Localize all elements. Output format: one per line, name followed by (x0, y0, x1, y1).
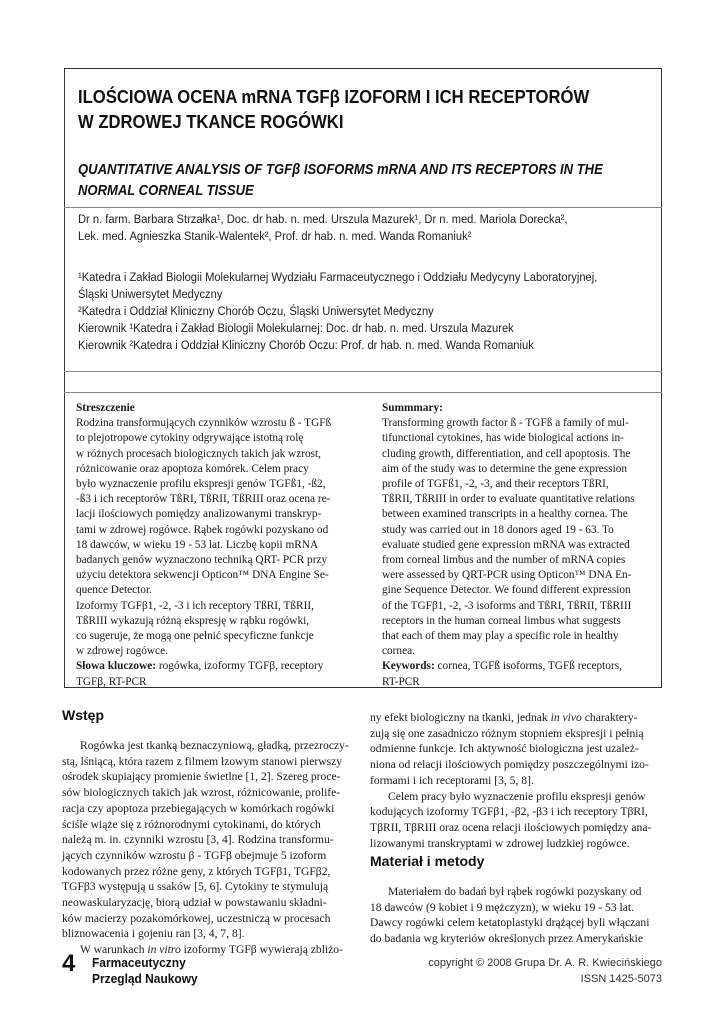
keywords-line: TGFβ, RT-PCR (76, 675, 147, 688)
subtitle-line: NORMAL CORNEAL TISSUE (78, 183, 254, 199)
body-line: zują się one zasadniczo różnym stopniem ekspresji i pełnią (370, 726, 644, 740)
journal-name-line: Przegląd Naukowy (92, 971, 198, 986)
body-text: izoformy TGFβ wywierają zbliżo- (180, 943, 343, 957)
keywords-line (382, 659, 652, 674)
affiliation-line: Kierownik ²Katedra i Oddział Kliniczny Chorób Oczu: Prof. dr hab. n. med. Wanda Romaniuk (78, 338, 534, 352)
body-line: 18 dawców (9 kobiet i 9 mężczyzn), w wieku 19 - 53 lat. (370, 900, 635, 914)
body-emphasis: in vitro (147, 943, 181, 957)
body-line: ściśle wiąże się z różnorodnymi cytokinami, do których (62, 817, 321, 831)
abstract-line: were assessed by QRT-PCR using Opticon™ DNA En- (382, 569, 632, 582)
subtitle-line: QUANTITATIVE ANALYSIS OF TGFβ ISOFORMS mRNA AND ITS RECEPTORS IN THE (78, 162, 603, 178)
title-line: W ZDROWEJ TKANCE ROGÓWKI (78, 111, 344, 132)
page-number: 4 (62, 950, 76, 977)
body-line: kodujących izoformy TGFβ1, -β2, -β3 i ich receptory TβRI, (370, 805, 648, 819)
divider (64, 392, 662, 393)
body-line: formami i ich receptorami [3, 5, 8]. (370, 773, 534, 787)
body-emphasis: in vivo (550, 711, 582, 724)
abstract-line: Izoformy TGFβ1, -2, -3 i ich receptory TßRI, TßRII, (76, 599, 314, 612)
body-line: lizowanymi transkryptami w zdrowej ludzkiej rogówce. (370, 836, 630, 850)
abstract-line: that each of them may play a specific role in healthy (382, 630, 619, 643)
divider (64, 207, 662, 208)
abstract-line: Transforming growth factor ß - TGFß a family of mul- (382, 417, 629, 430)
abstract-line: receptors in the human corneal limbus what suggests (382, 614, 621, 627)
affiliation-line: Kierownik ¹Katedra i Zakład Biologii Molekularnej: Doc. dr hab. n. med. Urszula Mazurek (78, 321, 514, 335)
abstract-polish (76, 401, 350, 690)
body-line: ośrodek skupiający promienie świetlne [1, 2]. Szereg proce- (62, 770, 341, 784)
body-line: odmienne funkcje. Ich aktywność biologiczna jest uzależ- (370, 742, 639, 756)
affiliation-line: Śląski Uniwersytet Medyczny (78, 287, 223, 301)
body-line: Materiałem do badań był rąbek rogówki pozyskany od (388, 885, 642, 898)
issn-text: ISSN 1425-5073 (580, 973, 662, 985)
author-list (78, 211, 600, 245)
methods-column (370, 884, 664, 947)
body-line: stą, lśniącą, która razem z filmem łzowym stanowi pierwszy (62, 754, 343, 768)
body-line: ków macierzy pozakomórkowej, uczestniczą w procesach (62, 911, 331, 925)
section-heading-intro: Wstęp (62, 707, 104, 723)
abstract-line: study was carried out in 18 donors aged 19 - 63. To (382, 523, 614, 536)
divider (64, 371, 662, 372)
abstract-line: co sugeruje, że mogą one pełnić specyficzne funkcje (76, 630, 314, 643)
article-subtitle (78, 160, 603, 202)
article-title (78, 84, 600, 134)
body-line: sów biologicznych takich jak wzrost, różnicowanie, prolife- (62, 786, 341, 800)
author-line: Lek. med. Agnieszka Stanik-Walentek², Prof. dr hab. n. med. Wanda Romaniuk² (78, 229, 472, 243)
abstract-line: Rodzina transformujących czynników wzrostu ß - TGFß (76, 417, 332, 430)
abstract-heading: Streszczenie (76, 402, 135, 414)
keywords-line (76, 659, 350, 674)
abstract-line: różnicowanie oraz apoptoza komórek. Celem pracy (76, 462, 309, 475)
body-line: TβRII, TβRIII oraz ocena relacji ilościowych pomiędzy ana- (370, 820, 652, 834)
abstract-line: badanych genów wyznaczono techniką QRT- PCR przy (76, 554, 328, 567)
abstract-line: quence Detector. (76, 584, 152, 597)
body-line: bliznowacenia i gojeniu ran [3, 4, 7, 8]. (62, 927, 245, 941)
abstract-line: evaluate studied gene expression mRNA was extracted (382, 538, 630, 551)
title-line: ILOŚCIOWA OCENA mRNA TGFβ IZOFORM I ICH RECEPTORÓW (78, 86, 590, 107)
abstract-line: lacji ilościowych pomiędzy analizowanymi transkryp- (76, 508, 322, 521)
author-line: Dr n. farm. Barbara Strzałka¹, Doc. dr hab. n. med. Urszula Mazurek¹, Dr n. med. Mariola Dorecka², (78, 212, 568, 226)
body-text: W warunkach (80, 943, 148, 957)
abstract-line: between examined transcripts in a healthy cornea. The (382, 508, 628, 521)
intro-right-column (370, 710, 664, 851)
affiliation-line: ¹Katedra i Zakład Biologii Molekularnej Wydziału Farmaceutycznego i Oddziału Medycyny Laboratoryjnej, (78, 270, 598, 284)
abstract-line: aim of the study was to determine the gene expression (382, 462, 628, 475)
intro-left-column (62, 738, 358, 958)
abstract-line: cluding growth, differentiation, and cell apoptosis. The (382, 447, 631, 460)
abstract-line: użyciu detektora sekwencji Opticon™ DNA Engine Se- (76, 569, 329, 582)
abstract-line: w różnych procesach biologicznych takich jak wzrost, (76, 447, 321, 460)
keywords-text: cornea, TGFß isoforms, TGFß receptors, (434, 660, 622, 673)
keywords-text: rogówka, izoformy TGFβ, receptory (156, 660, 324, 673)
abstract-line: cornea. (382, 645, 415, 658)
body-line: kodowanych przez różne geny, z których TGFβ1, TGFβ2, (62, 864, 331, 878)
abstract-line: TßRIII wykazują różną ekspresję w rąbku rogówki, (76, 614, 310, 627)
body-line (370, 710, 664, 726)
keywords-line: RT-PCR (382, 675, 420, 688)
keywords-label: Keywords: (382, 660, 435, 673)
copyright-block (428, 955, 662, 987)
body-line: racja czy apoptoza przebiegających w komórkach rogówki (62, 801, 335, 815)
abstract-line: było wyznaczenie profilu ekspresji genów TGFß1, -ß2, (76, 478, 326, 491)
abstract-line: gine Sequence Detector. We found different expression (382, 584, 631, 597)
keywords-label: Słowa kluczowe: (76, 660, 157, 673)
section-heading-methods: Materiał i metody (370, 853, 485, 869)
body-line: TGFβ3 występują u ssaków [5, 6]. Cytokiny te stymulują (62, 880, 329, 894)
abstract-line: tifunctional cytokines, has wide biological actions in- (382, 432, 624, 445)
copyright-text: copyright © 2008 Grupa Dr. A. R. Kwieciński​ego (428, 957, 662, 969)
journal-name (92, 955, 198, 987)
abstract-english (382, 401, 652, 690)
abstract-line: tami w zdrowej rogówce. Rąbek rogówki pozyskano od (76, 523, 329, 536)
abstract-line: TßRII, TßRIII in order to evaluate quantitative relations (382, 493, 635, 506)
body-line: niona od relacji ilościowych pomiędzy poszczególnymi izo- (370, 758, 649, 772)
abstract-line: of the TGFβ1, -2, -3 isoforms and TßRI, TßRII, TßRIII (382, 599, 632, 612)
affiliations (78, 269, 600, 354)
affiliation-line: ²Katedra i Oddział Kliniczny Chorób Oczu, Śląski Uniwersytet Medyczny (78, 304, 434, 318)
body-text: charaktery- (581, 711, 638, 724)
abstract-line: w zdrowej rogówce. (76, 645, 168, 658)
abstract-line: from corneal limbus and the number of mRNA copies (382, 554, 626, 567)
body-line: do badania wg kryteriów określonych przez Amerykańskie (370, 932, 644, 946)
abstract-line: -ß3 i ich receptorów TßRI, TßRII, TßRIII oraz ocena re- (76, 493, 331, 506)
abstract-line: profile of TGFß1, -2, -3, and their receptors TßRI, (382, 478, 609, 491)
journal-name-line: Farmaceutyczny (92, 955, 186, 970)
body-line: Rogówka jest tkanką beznaczyniową, gładką, przezroczy- (80, 739, 349, 752)
body-line: Dawcy rogówki celem ketatoplastyki drążącej byli włączani (370, 916, 650, 930)
abstract-line: to plejotropowe cytokiny odgrywające istotną rolę (76, 432, 304, 445)
body-line: Celem pracy było wyznaczenie profilu ekspresji genów (388, 789, 646, 803)
body-line: jących czynników wzrostu β - TGFβ obejmuje 5 izoform (62, 848, 327, 862)
body-line: neowaskularyzację, biorą udział w powstawaniu składni- (62, 896, 327, 910)
abstract-heading: Summmary: (382, 402, 443, 414)
abstract-line: 18 dawców, w wieku 19 - 53 lat. Liczbę kopii mRNA (76, 538, 319, 551)
body-text: ny efekt biologiczny na tkanki, jednak (370, 711, 551, 724)
body-line: należą m. in. czynniki wzrostu [3, 4]. Rodzina transformu- (62, 833, 334, 847)
